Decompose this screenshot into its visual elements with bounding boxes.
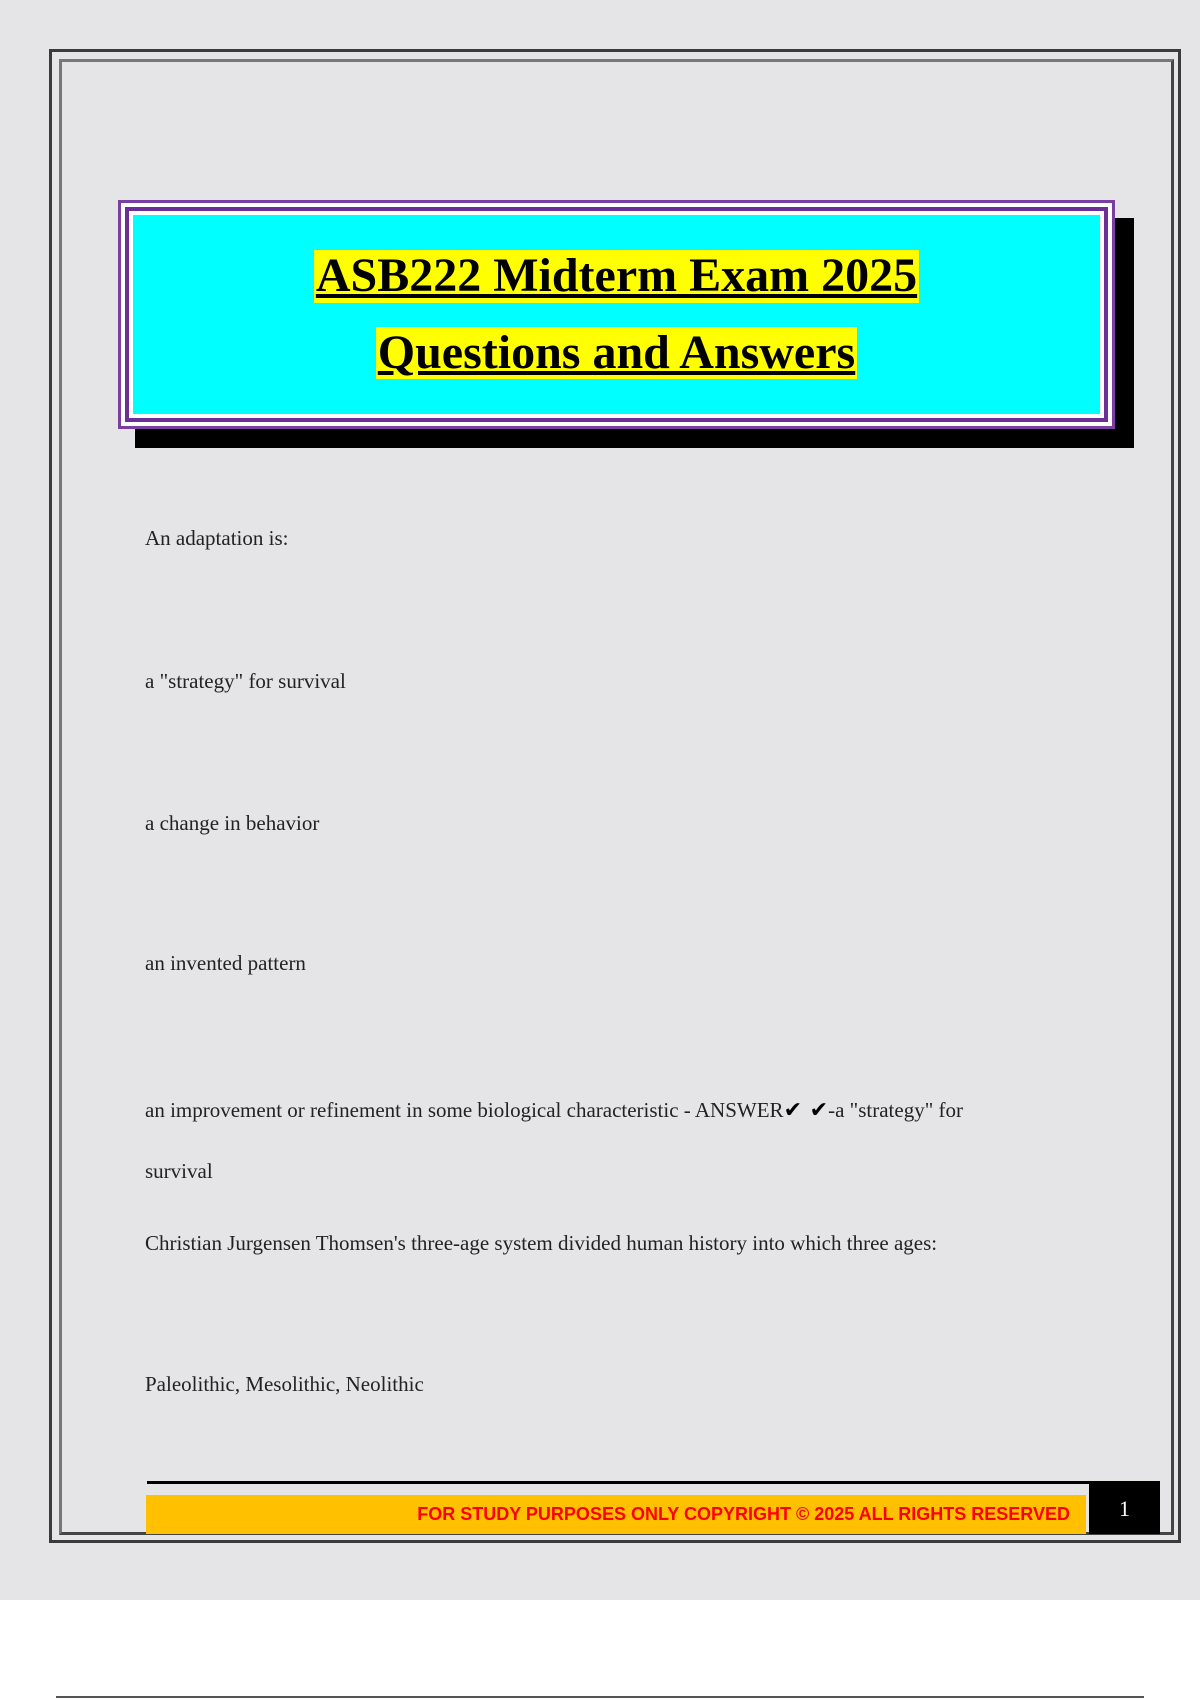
question-1: An adaptation is: — [145, 526, 289, 550]
title-box-border — [118, 200, 1115, 429]
q1-option-3: an invented pattern — [145, 951, 306, 975]
q1-option-4: an improvement or refinement in some biological characteristic - ANSWER — [145, 1098, 784, 1122]
page-number: 1 — [1089, 1484, 1160, 1534]
next-page-rule — [56, 1696, 1144, 1698]
q1-option-4-line — [145, 1097, 1105, 1126]
q1-answer: -a "strategy" for — [828, 1098, 964, 1122]
q1-answer-continued: survival — [145, 1159, 213, 1183]
footer-banner — [146, 1495, 1086, 1534]
footer-rule — [147, 1481, 1160, 1484]
q1-option-1: a "strategy" for survival — [145, 669, 346, 693]
q1-option-2: a change in behavior — [145, 811, 320, 835]
title-box — [133, 215, 1100, 414]
document-subtitle: Questions and Answers — [377, 325, 856, 379]
title-box-border-inner — [125, 207, 1108, 422]
copyright-notice: FOR STUDY PURPOSES ONLY COPYRIGHT © 2025 ALL RIGHTS RESERVED — [417, 1504, 1070, 1524]
q2-option-1: Paleolithic, Mesolithic, Neolithic — [145, 1372, 424, 1396]
document-title: ASB222 Midterm Exam 2025 — [315, 248, 918, 302]
check-mark-icon: ✔ ✔ — [783, 1098, 829, 1123]
question-2: Christian Jurgensen Thomsen's three-age system divided human history into which three ages: — [145, 1231, 938, 1255]
